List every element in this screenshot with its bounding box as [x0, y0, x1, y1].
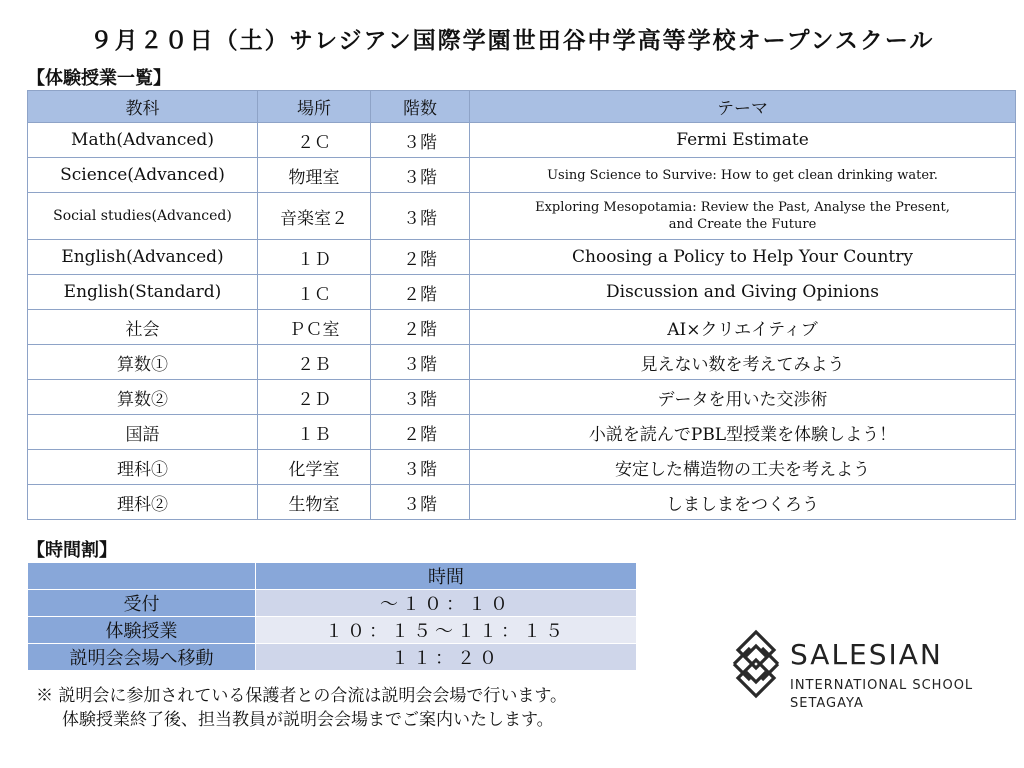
cell-subject: English(Standard)	[28, 275, 258, 310]
timetable-time: １１：２０	[256, 644, 637, 671]
cell-subject: 理科②	[28, 485, 258, 520]
table-row	[28, 415, 1016, 450]
cell-floor: ３階	[371, 345, 470, 380]
table-row	[28, 193, 1016, 240]
table-row	[28, 485, 1016, 520]
timetable	[27, 562, 637, 671]
cell-theme: 小説を読んでPBL型授業を体験しよう！	[470, 415, 1016, 450]
cell-subject: 算数②	[28, 380, 258, 415]
section-trial-classes: 【体験授業一覧】	[27, 68, 171, 89]
cell-floor: ２階	[371, 310, 470, 345]
cell-place: １Ｂ	[258, 415, 371, 450]
table-header-row	[28, 91, 1016, 123]
cell-subject: 社会	[28, 310, 258, 345]
cell-floor: ２階	[371, 240, 470, 275]
timetable-header-row	[28, 563, 637, 590]
logo-line2: SETAGAYA	[790, 696, 864, 711]
logo-name: SALESIAN	[790, 638, 943, 671]
table-row	[28, 310, 1016, 345]
note-line-1: ※ 説明会に参加されている保護者との合流は説明会会場で行います。	[36, 686, 568, 706]
table-row	[28, 123, 1016, 158]
cell-theme-line2: and Create the Future	[668, 217, 817, 232]
timetable-row	[28, 644, 637, 671]
school-logo	[728, 628, 998, 718]
cell-theme: しましまをつくろう	[470, 485, 1016, 520]
timetable-row	[28, 590, 637, 617]
timetable-label: 体験授業	[28, 617, 256, 644]
cell-floor: ３階	[371, 158, 470, 193]
table-row	[28, 240, 1016, 275]
trial-class-table	[27, 90, 1016, 520]
cell-place: 物理室	[258, 158, 371, 193]
section-timetable: 【時間割】	[27, 540, 117, 561]
cell-theme: データを用いた交渉術	[470, 380, 1016, 415]
cell-floor: ２階	[371, 415, 470, 450]
header-subject: 教科	[28, 91, 258, 123]
header-place: 場所	[258, 91, 371, 123]
note-line-2: 体験授業終了後、担当教員が説明会会場までご案内いたします。	[62, 710, 554, 730]
timetable-label: 受付	[28, 590, 256, 617]
timetable-row	[28, 617, 637, 644]
cell-place: 化学室	[258, 450, 371, 485]
cell-place: ２Ｂ	[258, 345, 371, 380]
table-row	[28, 345, 1016, 380]
timetable-corner	[28, 563, 256, 590]
cell-place: 音楽室２	[258, 193, 371, 240]
cell-floor: ３階	[371, 485, 470, 520]
timetable-header-time: 時間	[256, 563, 637, 590]
table-row	[28, 450, 1016, 485]
cell-theme: Fermi Estimate	[470, 123, 1016, 158]
cell-theme: Using Science to Survive: How to get clean drinking water.	[470, 158, 1016, 193]
cell-theme-line1: Exploring Mesopotamia: Review the Past, Analyse the Present,	[535, 200, 950, 215]
cell-place: １Ｃ	[258, 275, 371, 310]
cell-place: １Ｄ	[258, 240, 371, 275]
header-theme: テーマ	[470, 91, 1016, 123]
cell-theme	[470, 193, 1016, 240]
cell-floor: ３階	[371, 193, 470, 240]
cell-subject: 国語	[28, 415, 258, 450]
cell-subject: Social studies(Advanced)	[28, 193, 258, 240]
table-row	[28, 380, 1016, 415]
table-row	[28, 158, 1016, 193]
cell-theme: Discussion and Giving Opinions	[470, 275, 1016, 310]
cell-theme: AI×クリエイティブ	[470, 310, 1016, 345]
cell-place: ２Ｄ	[258, 380, 371, 415]
cell-theme: 安定した構造物の工夫を考えよう	[470, 450, 1016, 485]
table-row	[28, 275, 1016, 310]
cell-subject: English(Advanced)	[28, 240, 258, 275]
header-floor: 階数	[371, 91, 470, 123]
cell-floor: ３階	[371, 380, 470, 415]
cell-place: ＰＣ室	[258, 310, 371, 345]
timetable-time: ～１０：１０	[256, 590, 637, 617]
cell-place: ２Ｃ	[258, 123, 371, 158]
cell-theme: 見えない数を考えてみよう	[470, 345, 1016, 380]
salesian-knot-icon	[728, 628, 784, 700]
cell-floor: ２階	[371, 275, 470, 310]
timetable-time: １０：１５～１１：１５	[256, 617, 637, 644]
note	[36, 684, 567, 732]
cell-subject: Math(Advanced)	[28, 123, 258, 158]
logo-line1: INTERNATIONAL SCHOOL	[790, 678, 974, 693]
page-title: ９月２０日（土）サレジアン国際学園世田谷中学高等学校オープンスクール	[89, 27, 935, 54]
cell-floor: ３階	[371, 123, 470, 158]
cell-subject: Science(Advanced)	[28, 158, 258, 193]
cell-theme: Choosing a Policy to Help Your Country	[470, 240, 1016, 275]
timetable-label: 説明会会場へ移動	[28, 644, 256, 671]
cell-subject: 算数①	[28, 345, 258, 380]
cell-subject: 理科①	[28, 450, 258, 485]
cell-floor: ３階	[371, 450, 470, 485]
cell-place: 生物室	[258, 485, 371, 520]
